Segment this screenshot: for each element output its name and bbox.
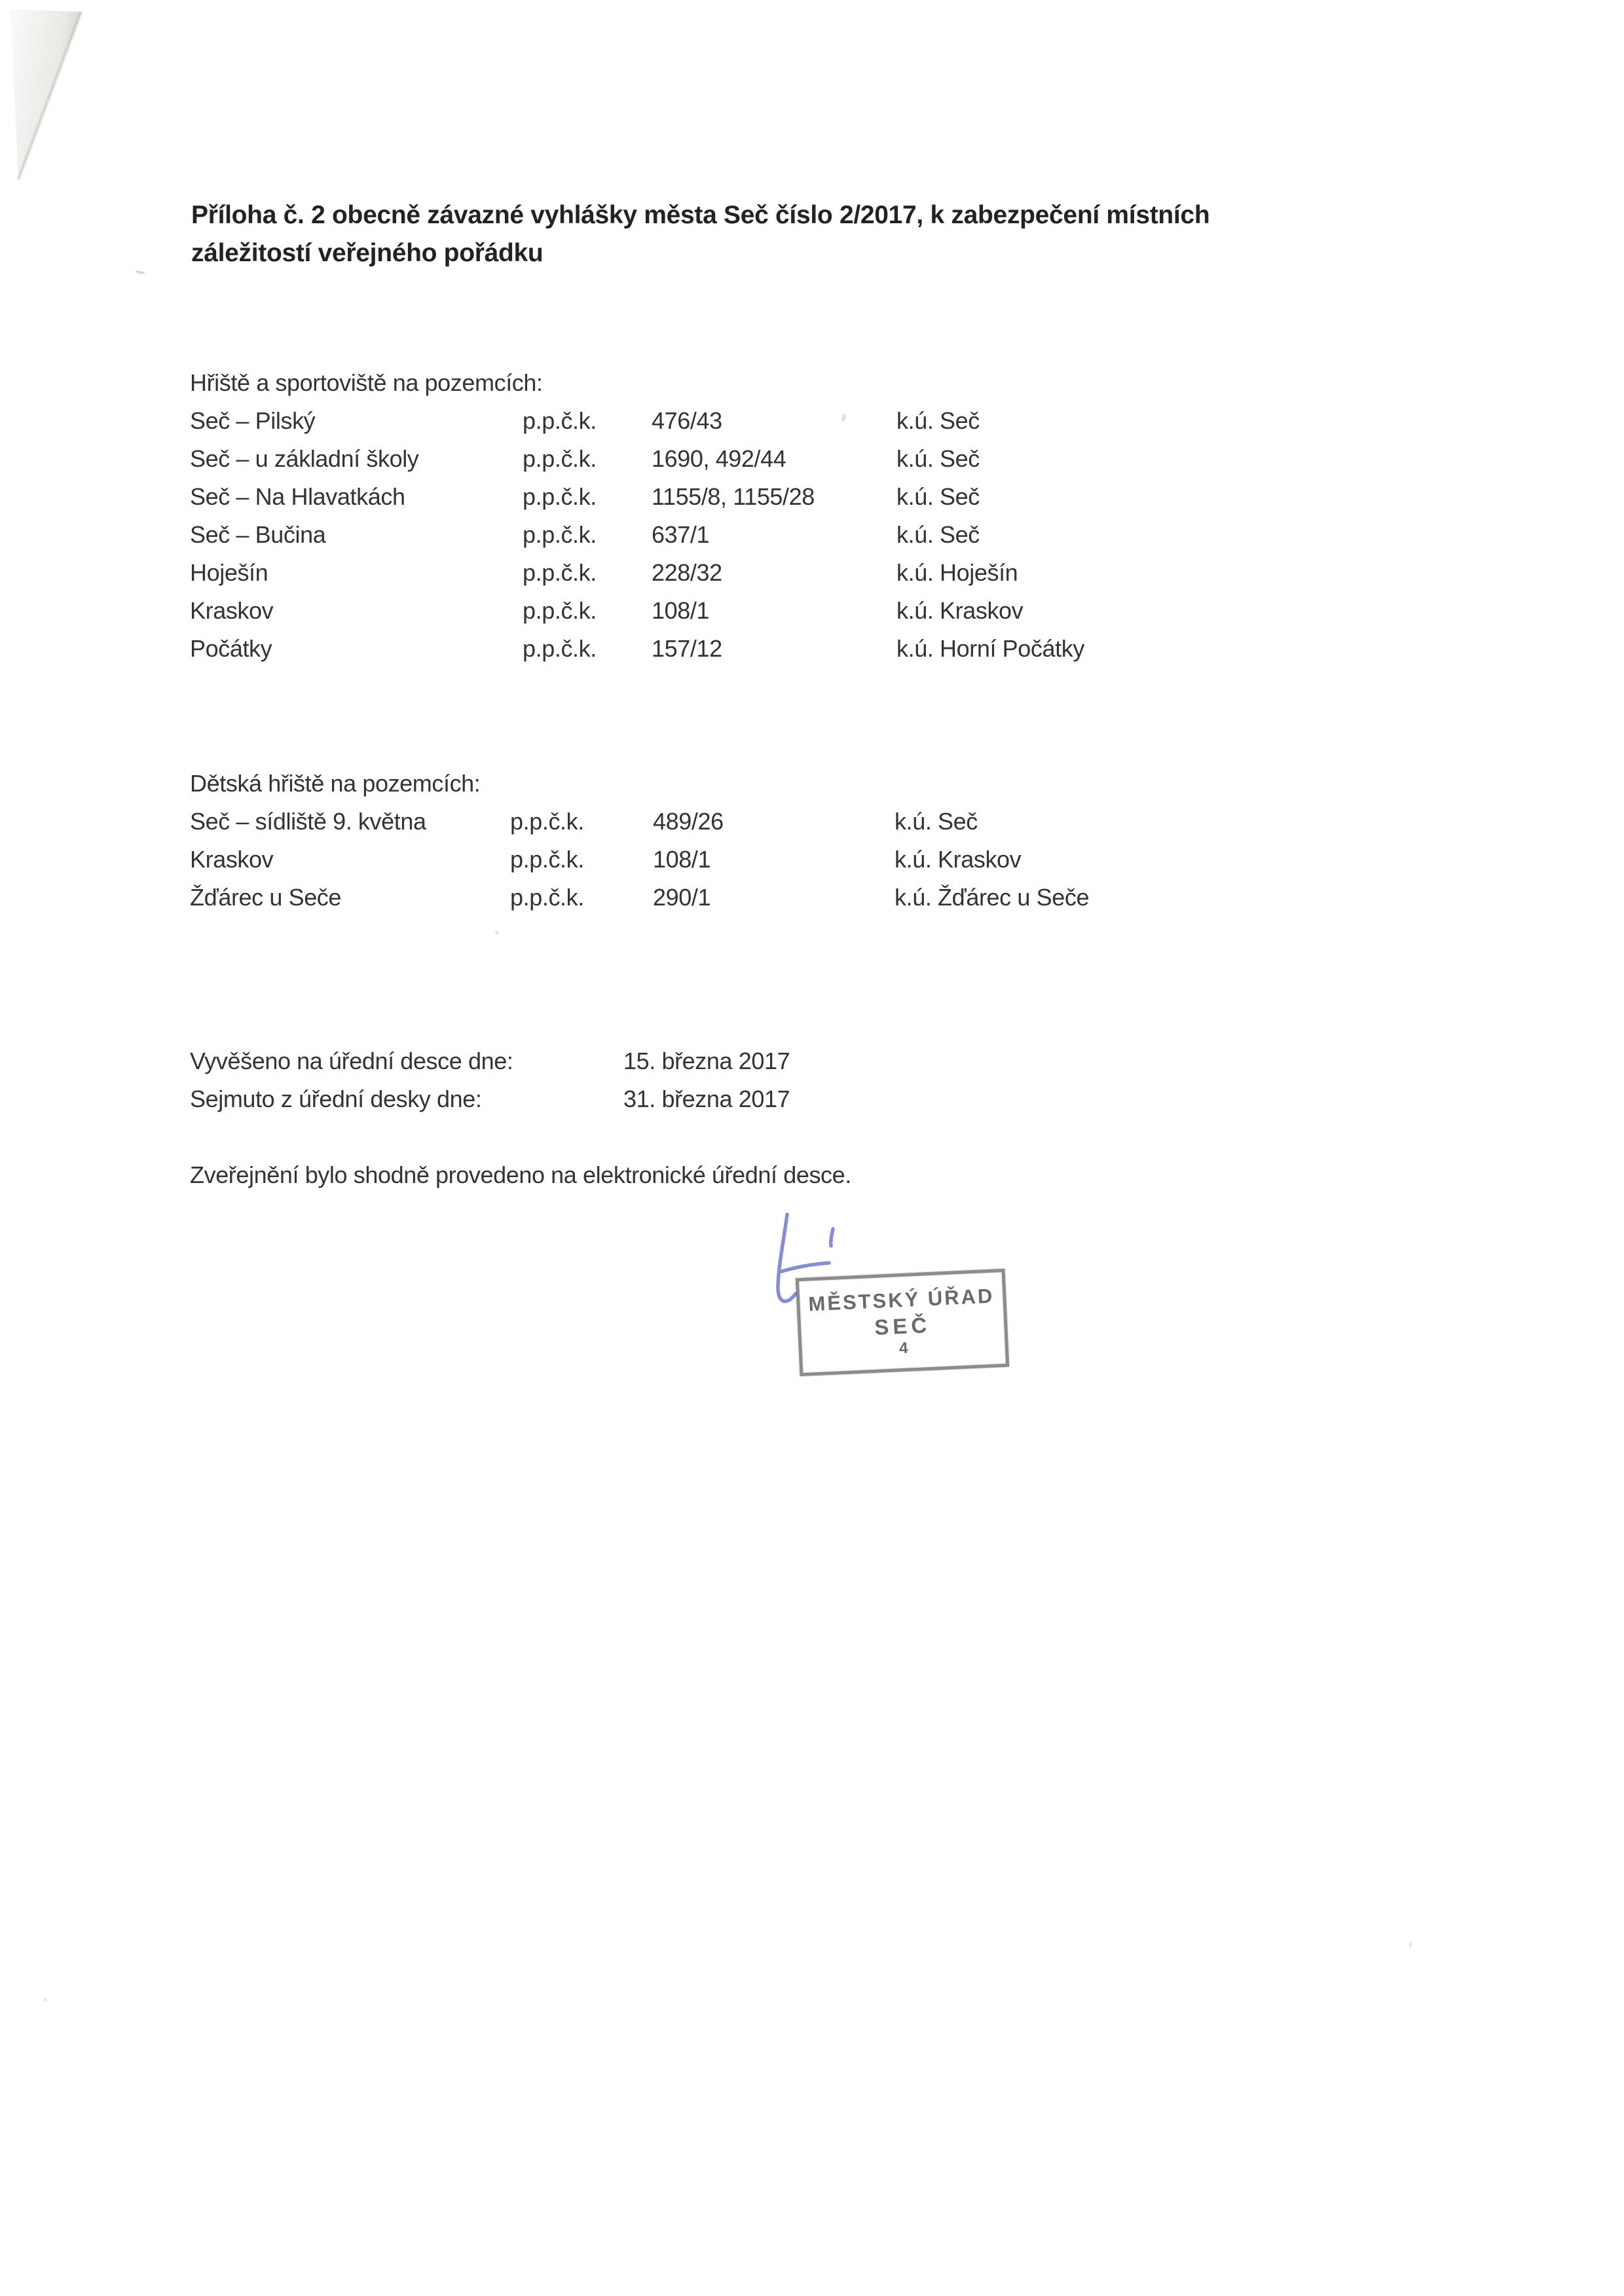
- table-row: [190, 592, 1024, 630]
- parcel-numbers: 489/26: [653, 808, 724, 835]
- table-row: [190, 803, 978, 841]
- official-stamp: [796, 1269, 1009, 1376]
- parcel-numbers: 290/1: [653, 884, 711, 911]
- section-playgrounds: [190, 765, 1090, 917]
- cadastral-area: k.ú. Seč: [896, 483, 980, 510]
- parcel-numbers: 157/12: [652, 635, 722, 662]
- title-line-2: záležitostí veřejného pořádku: [191, 239, 544, 267]
- scan-speck: [495, 931, 498, 934]
- stamp-office-name: MĚSTSKÝ ÚŘAD: [807, 1284, 995, 1316]
- table-row: [190, 841, 1022, 879]
- parcel-abbr: p.p.č.k.: [523, 407, 597, 434]
- parcel-numbers: 108/1: [653, 846, 711, 873]
- cadastral-area: k.ú. Seč: [896, 407, 980, 434]
- table-row: [190, 402, 980, 440]
- scan-speck: [841, 414, 846, 422]
- parcel-abbr: p.p.č.k.: [523, 635, 597, 662]
- stamp-town-name: SEČ: [874, 1313, 931, 1339]
- cadastral-area: k.ú. Seč: [895, 808, 978, 835]
- parcel-abbr: p.p.č.k.: [510, 884, 584, 911]
- parcel-abbr: p.p.č.k.: [510, 846, 584, 873]
- removed-date: 31. března 2017: [623, 1085, 790, 1112]
- parcel-numbers: 108/1: [652, 597, 710, 624]
- parcel-abbr: p.p.č.k.: [523, 483, 597, 510]
- parcel-numbers: 228/32: [652, 559, 722, 586]
- parcel-abbr: p.p.č.k.: [523, 597, 597, 624]
- scan-speck: [43, 1998, 47, 2001]
- posted-date: 15. března 2017: [623, 1048, 790, 1074]
- cadastral-area: k.ú. Horní Počátky: [896, 635, 1084, 662]
- scan-speck: [1409, 1942, 1412, 1948]
- section-heading: Hřiště a sportoviště na pozemcích:: [190, 369, 543, 396]
- locality: Kraskov: [190, 597, 274, 624]
- locality: Seč – Pilský: [190, 407, 316, 434]
- document-title: [191, 196, 1209, 272]
- table-row: [190, 440, 980, 478]
- removed-label: Sejmuto z úřední desky dne:: [190, 1085, 482, 1112]
- locality: Kraskov: [190, 846, 274, 873]
- parcel-abbr: p.p.č.k.: [523, 445, 597, 472]
- parcel-numbers: 637/1: [652, 521, 710, 548]
- parcel-numbers: 476/43: [652, 407, 722, 434]
- locality: Seč – sídliště 9. května: [190, 808, 426, 835]
- locality: Počátky: [190, 635, 272, 662]
- electronic-board-note: Zveřejnění bylo shodně provedeno na elektronické úřední desce.: [190, 1161, 851, 1188]
- cadastral-area: k.ú. Seč: [896, 445, 980, 472]
- table-row: [190, 630, 1084, 668]
- locality: Seč – Na Hlavatkách: [190, 483, 405, 510]
- parcel-abbr: p.p.č.k.: [523, 559, 597, 586]
- locality: Hoješín: [190, 559, 268, 586]
- parcel-abbr: p.p.č.k.: [523, 521, 597, 548]
- table-row: [190, 516, 980, 554]
- locality: Seč – Bučina: [190, 521, 326, 548]
- section-sports-grounds: [190, 364, 1084, 668]
- table-row: [190, 879, 1090, 917]
- parcel-abbr: p.p.č.k.: [510, 808, 584, 835]
- table-row: [190, 554, 1018, 592]
- section-heading: Dětská hřiště na pozemcích:: [190, 770, 481, 797]
- title-line-1: Příloha č. 2 obecně závazné vyhlášky města Seč číslo 2/2017, k zabezpečení místních: [191, 201, 1210, 229]
- parcel-numbers: 1155/8, 1155/28: [652, 483, 815, 510]
- posted-label: Vyvěšeno na úřední desce dne:: [190, 1048, 513, 1074]
- parcel-numbers: 1690, 492/44: [652, 445, 786, 472]
- cadastral-area: k.ú. Kraskov: [896, 597, 1024, 624]
- cadastral-area: k.ú. Žďárec u Seče: [895, 884, 1090, 911]
- stamp-number: 4: [898, 1339, 909, 1358]
- cadastral-area: k.ú. Seč: [896, 521, 980, 548]
- scan-speck: [136, 270, 145, 275]
- locality: Seč – u základní školy: [190, 445, 419, 472]
- cadastral-area: k.ú. Hoješín: [896, 559, 1018, 586]
- cadastral-area: k.ú. Kraskov: [895, 846, 1022, 873]
- table-row: [190, 478, 980, 516]
- page-fold-artifact: [0, 0, 196, 196]
- locality: Žďárec u Seče: [190, 884, 342, 911]
